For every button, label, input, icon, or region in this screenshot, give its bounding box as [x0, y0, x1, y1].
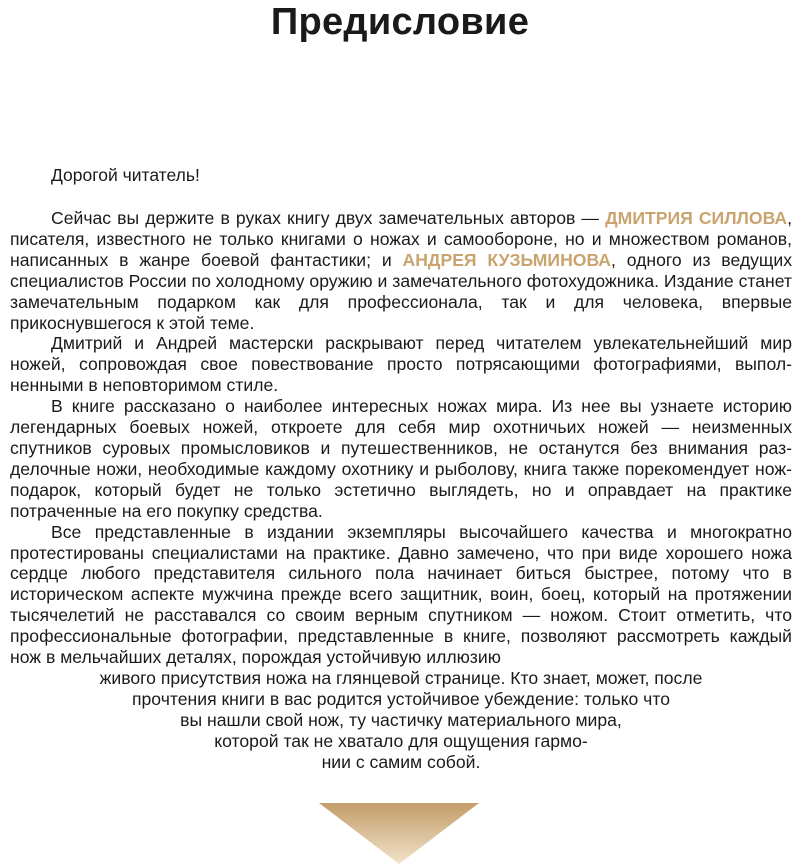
paragraph-text: , одного из ведущих специалистов России по холодному оружию и замечательного фотохудожника. Издание станет замечательным подарком как для профессионала, так и для человека, впервые прикоснувшегося к этой теме. [10, 249, 793, 333]
tail-block [10, 668, 792, 773]
tail-line: живого присутствия ножа на глянцевой странице. Кто знает, может, после [99, 667, 703, 688]
tail-line: прочтения книги в вас родится устойчивое убеждение: только что [132, 688, 670, 709]
tail-line: нии с самим собой. [321, 751, 481, 772]
page-title: Предисловие [270, 1, 530, 43]
paragraph-text: Все представленные в издании экземпляры высочайшего качества и многократно протестированы специалистами на практике. Давно замечено, что при виде хорошего ножа сердце любого представителя сильного пола начинает биться быстрее, потому что в историческом аспекте мужчина прежде всего защитник, воин, боец, который на протяжении тысячелетий не расставался со своим верным спутником — ножом. Стоит отметить, что профессиональные фотографии, представленные в книге, позволяют рассмотреть каждый нож в мельчайших деталях, порождая устойчивую иллюзию [10, 521, 792, 668]
author-name: ДМИТРИЯ СИЛЛОВА [605, 208, 788, 228]
paragraph [10, 522, 792, 668]
paragraph-text: Сейчас вы держите в руках книгу двух замечательных авторов — [51, 208, 606, 228]
greeting: Дорогой читатель! [51, 165, 200, 185]
paragraph-text: В книге рассказано о наиболее интересных ножах мира. Из нее вы узнаете историю легендарных боевых ножей, откроете для себя мир охотничьих ножей — неизменных спутников суровых промысловиков и путешественников, не останутся без внимания разделочные ножи, необходимые каждому охотнику и рыболову, книга также порекомендует нож-подарок, который будет не только эстетично выглядеть, но и оправдает на практике потраченные на его покупку средства. [10, 396, 792, 521]
paragraph [10, 208, 792, 333]
paragraph [10, 333, 792, 396]
author-name: АНДРЕЯ КУЗЬМИНОВА [402, 249, 611, 270]
paragraph-text: Дмитрий и Андрей мастерски раскрывают перед читателем увлекательнейший мир ножей, сопровождая свое повествование просто потрясающими фотографиями, выполненными в неповторимом стиле. [10, 333, 792, 396]
tail-line: которой так не хватало для ощущения гармо- [214, 730, 588, 751]
tail-line: вы нашли свой нож, ту частичку материального мира, [180, 709, 622, 730]
paragraph [10, 396, 792, 521]
decorative-triangle [319, 803, 479, 864]
body-text [10, 208, 792, 772]
paragraph-text: , писателя, известного не только книгами о ножах и самообороне, но и множеством романов, написанных в жанре боевой фантастики; и [10, 208, 792, 270]
paragraphs [10, 208, 792, 668]
